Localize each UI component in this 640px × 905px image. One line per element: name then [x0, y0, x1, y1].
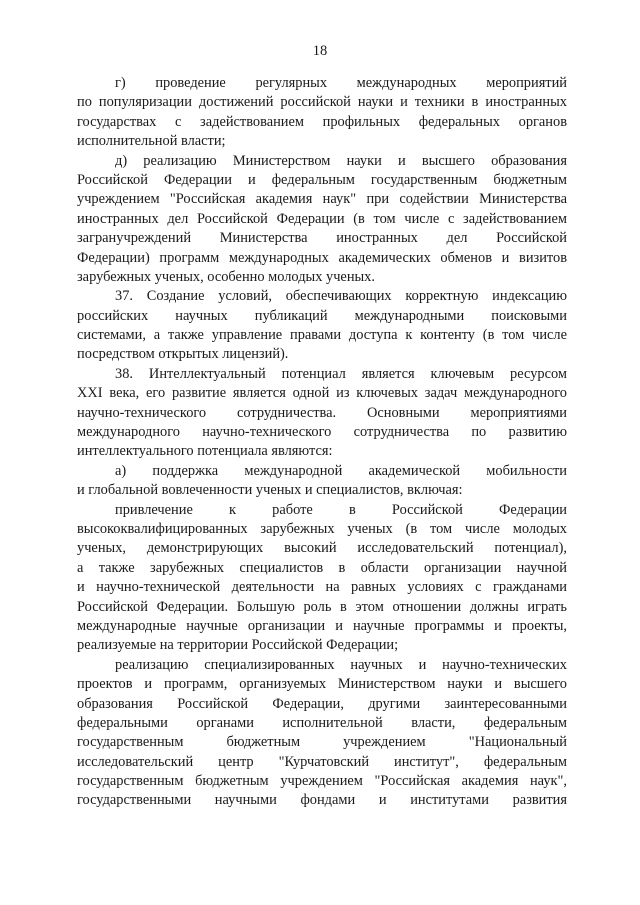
text-line: образования Российской Федерации, другими заинтересованными: [77, 695, 567, 712]
text-line: а также зарубежных специалистов в области организации научной: [77, 559, 567, 576]
paragraph-p-d: [77, 152, 567, 288]
paragraph-p-g: [77, 74, 567, 152]
text-line: международные научные организации и научные программы и проекты,: [77, 617, 567, 634]
paragraph-p-impl: [77, 656, 567, 811]
text-line: исполнительной власти;: [77, 133, 226, 150]
page-number: 18: [312, 43, 328, 59]
text-line: загранучреждений Министерства иностранных дел Российской: [77, 230, 567, 247]
text-line: по популяризации достижений российской науки и техники в иностранных: [77, 94, 567, 111]
text-line: 38. Интеллектуальный потенциал является ключевым ресурсом: [115, 365, 567, 382]
text-line: привлечение к работе в Российской Федерации: [115, 501, 567, 518]
text-line: ученых, демонстрирующих высокий исследовательский потенциал),: [77, 540, 567, 557]
text-line: зарубежных ученых, особенно молодых ученых.: [77, 268, 375, 285]
text-line: государственным бюджетным учреждением "Российская академия наук",: [77, 773, 567, 790]
text-line: российских научных публикаций международными поисковыми: [77, 307, 567, 324]
text-line: 37. Создание условий, обеспечивающих корректную индексацию: [115, 288, 567, 305]
text-line: государственными научными фондами и институтами развития: [77, 792, 567, 809]
text-line: иностранных дел Российской Федерации (в том числе с задействованием: [77, 210, 567, 227]
text-line: системами, а также управление правами доступа к контенту (в том числе: [77, 327, 567, 344]
text-line: XXI века, его развитие является одной из ключевых задач международного: [77, 385, 567, 402]
text-line: научно-технического сотрудничества. Основными мероприятиями: [77, 404, 567, 421]
text-line: посредством открытых лицензий).: [77, 346, 289, 363]
text-line: г) проведение регулярных международных мероприятий: [115, 75, 567, 91]
paragraph-p-attract: [77, 501, 567, 656]
text-line: государствах с задействованием профильных федеральных органов: [77, 113, 567, 130]
text-line: учреждением "Российская академия наук" при содействии Министерства: [77, 191, 567, 208]
paragraph-p-37: [77, 287, 567, 365]
text-line: Российской Федерации. Большую роль в этом отношении должны играть: [77, 598, 567, 615]
text-line: и глобальной вовлеченности ученых и специалистов, включая:: [77, 482, 463, 499]
text-line: высококвалифицированных зарубежных ученых (в том числе молодых: [77, 520, 567, 537]
text-line: д) реализацию Министерством науки и высшего образования: [115, 152, 567, 169]
text-line: международного научно-технического сотрудничества по развитию: [77, 424, 567, 441]
text-line: и научно-технической деятельности на равных условиях с гражданами: [77, 579, 567, 596]
text-line: Российской Федерации и федеральным государственным бюджетным: [77, 171, 567, 188]
text-line: государственным бюджетным учреждением "Национальный: [77, 734, 567, 751]
paragraph-p-38: [77, 365, 567, 462]
document-body: [77, 74, 567, 811]
text-line: а) поддержка международной академической мобильности: [115, 462, 567, 479]
text-line: реализацию специализированных научных и научно-технических: [115, 656, 567, 673]
text-line: Федерации) программ международных академических обменов и визитов: [77, 249, 567, 266]
text-line: интеллектуального потенциала являются:: [77, 443, 333, 460]
text-line: федеральными органами исполнительной власти, федеральным: [77, 714, 567, 731]
paragraph-p-a: [77, 462, 567, 501]
text-line: проектов и программ, организуемых Министерством науки и высшего: [77, 676, 567, 693]
text-line: исследовательский центр "Курчатовский институт", федеральным: [77, 753, 567, 770]
text-line: реализуемые на территории Российской Федерации;: [77, 637, 399, 654]
